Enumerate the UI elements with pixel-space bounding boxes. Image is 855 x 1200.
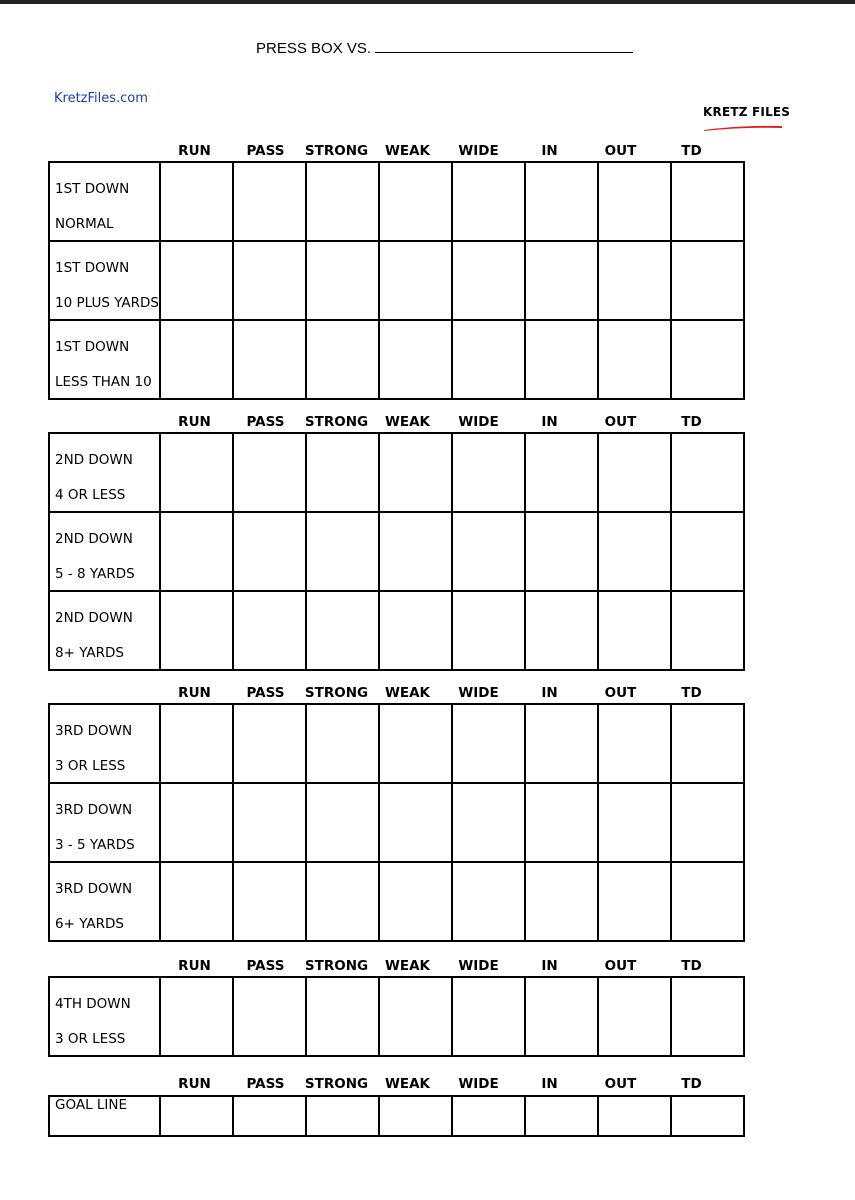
tally-cell[interactable] xyxy=(671,704,744,783)
tally-cell[interactable] xyxy=(233,783,306,862)
tally-cell[interactable] xyxy=(452,320,525,399)
page-title xyxy=(256,38,633,57)
column-header: WIDE xyxy=(458,143,499,159)
tally-cell[interactable] xyxy=(452,162,525,241)
column-header-row xyxy=(159,1076,729,1092)
table-row xyxy=(49,433,744,512)
tally-cell[interactable] xyxy=(671,433,744,512)
row-label xyxy=(49,241,160,320)
tally-cell[interactable] xyxy=(233,977,306,1056)
table-row xyxy=(49,320,744,399)
tally-cell[interactable] xyxy=(525,162,598,241)
tally-cell[interactable] xyxy=(525,977,598,1056)
tally-cell[interactable] xyxy=(598,783,671,862)
tally-cell[interactable] xyxy=(160,433,233,512)
table-row xyxy=(49,783,744,862)
row-label-line1: 2ND DOWN xyxy=(55,531,133,547)
column-header: WIDE xyxy=(458,414,499,430)
tally-cell[interactable] xyxy=(671,977,744,1056)
tally-cell[interactable] xyxy=(306,591,379,670)
tally-cell[interactable] xyxy=(379,433,452,512)
down-table-2nd xyxy=(48,432,745,671)
tally-cell[interactable] xyxy=(306,1096,379,1136)
tally-cell[interactable] xyxy=(160,704,233,783)
row-label xyxy=(49,512,160,591)
tally-cell[interactable] xyxy=(160,591,233,670)
top-border xyxy=(0,0,855,4)
column-header: STRONG xyxy=(304,958,369,974)
column-header: IN xyxy=(541,685,558,701)
column-header-row xyxy=(159,143,729,159)
tally-cell[interactable] xyxy=(598,241,671,320)
column-header: RUN xyxy=(178,143,211,159)
column-header: PASS xyxy=(246,1076,285,1092)
page-title-text: PRESS BOX VS. xyxy=(256,40,372,57)
column-header-row xyxy=(159,958,729,974)
row-label-line1: 3RD DOWN xyxy=(55,802,133,818)
table-row xyxy=(49,704,744,783)
column-header: TD xyxy=(681,958,702,974)
tally-cell[interactable] xyxy=(160,862,233,941)
column-header: IN xyxy=(541,414,558,430)
column-header: WEAK xyxy=(384,958,431,974)
tally-cell[interactable] xyxy=(598,320,671,399)
column-header: WIDE xyxy=(458,1076,499,1092)
row-label-line1: 1ST DOWN xyxy=(55,181,130,197)
tally-cell[interactable] xyxy=(379,704,452,783)
row-label-line2: 6+ YARDS xyxy=(55,916,124,932)
column-header-row xyxy=(159,414,729,430)
tally-cell[interactable] xyxy=(379,241,452,320)
down-table-goal-line xyxy=(48,1095,745,1137)
tally-cell[interactable] xyxy=(233,320,306,399)
column-header: OUT xyxy=(604,958,637,974)
table-row xyxy=(49,162,744,241)
tally-cell[interactable] xyxy=(160,783,233,862)
down-table-1st xyxy=(48,161,745,400)
tally-cell[interactable] xyxy=(306,320,379,399)
column-header: WEAK xyxy=(384,143,431,159)
row-label xyxy=(49,1096,160,1136)
column-header: TD xyxy=(681,685,702,701)
tally-cell[interactable] xyxy=(160,512,233,591)
tally-cell[interactable] xyxy=(525,862,598,941)
tally-cell[interactable] xyxy=(452,783,525,862)
column-header: WEAK xyxy=(384,1076,431,1092)
tally-cell[interactable] xyxy=(379,162,452,241)
column-header-row xyxy=(159,685,729,701)
tally-cell[interactable] xyxy=(598,862,671,941)
tally-cell[interactable] xyxy=(233,162,306,241)
row-label xyxy=(49,162,160,241)
row-label-line2: 5 - 8 YARDS xyxy=(55,566,135,582)
tally-cell[interactable] xyxy=(306,862,379,941)
tally-cell[interactable] xyxy=(233,433,306,512)
row-label-line2: 8+ YARDS xyxy=(55,645,124,661)
row-label-line1: 1ST DOWN xyxy=(55,339,130,355)
tally-cell[interactable] xyxy=(671,862,744,941)
website-link[interactable]: KretzFiles.com xyxy=(54,91,148,106)
tally-cell[interactable] xyxy=(452,1096,525,1136)
tally-cell[interactable] xyxy=(306,704,379,783)
row-label-line2: NORMAL xyxy=(55,216,114,232)
column-header: PASS xyxy=(246,958,285,974)
tally-cell[interactable] xyxy=(671,591,744,670)
opponent-blank-line[interactable] xyxy=(375,38,633,53)
tally-cell[interactable] xyxy=(671,512,744,591)
column-header: RUN xyxy=(178,685,211,701)
tally-cell[interactable] xyxy=(379,1096,452,1136)
tally-cell[interactable] xyxy=(233,1096,306,1136)
tally-cell[interactable] xyxy=(671,320,744,399)
column-header: TD xyxy=(681,414,702,430)
column-header: TD xyxy=(681,143,702,159)
tally-cell[interactable] xyxy=(233,704,306,783)
tally-cell[interactable] xyxy=(233,241,306,320)
tally-cell[interactable] xyxy=(525,591,598,670)
tally-cell[interactable] xyxy=(525,512,598,591)
tally-cell[interactable] xyxy=(598,433,671,512)
row-label-line1: 3RD DOWN xyxy=(55,881,133,897)
tally-cell[interactable] xyxy=(452,862,525,941)
tally-cell[interactable] xyxy=(452,433,525,512)
tally-cell[interactable] xyxy=(233,862,306,941)
table-row xyxy=(49,512,744,591)
tally-cell[interactable] xyxy=(160,1096,233,1136)
kretz-files-logo xyxy=(700,104,790,134)
row-label xyxy=(49,591,160,670)
tally-cell[interactable] xyxy=(379,591,452,670)
column-header: STRONG xyxy=(304,1076,369,1092)
row-label-line1: 4TH DOWN xyxy=(55,996,131,1012)
column-header: OUT xyxy=(604,143,637,159)
row-label-line2: LESS THAN 10 xyxy=(55,374,152,390)
tally-cell[interactable] xyxy=(598,977,671,1056)
row-label xyxy=(49,433,160,512)
row-label xyxy=(49,862,160,941)
tally-cell[interactable] xyxy=(452,591,525,670)
tally-cell[interactable] xyxy=(525,241,598,320)
tally-cell[interactable] xyxy=(452,977,525,1056)
tally-cell[interactable] xyxy=(452,241,525,320)
row-label xyxy=(49,783,160,862)
column-header: WEAK xyxy=(384,414,431,430)
row-label-line2: 3 - 5 YARDS xyxy=(55,837,135,853)
column-header: WIDE xyxy=(458,685,499,701)
column-header: STRONG xyxy=(304,414,369,430)
row-label-line2: 3 OR LESS xyxy=(55,1031,126,1047)
table-row xyxy=(49,591,744,670)
tally-cell[interactable] xyxy=(379,512,452,591)
column-header: WIDE xyxy=(458,958,499,974)
column-header: WEAK xyxy=(384,685,431,701)
tally-cell[interactable] xyxy=(160,241,233,320)
tally-cell[interactable] xyxy=(671,1096,744,1136)
table-row xyxy=(49,241,744,320)
row-label-line1: 3RD DOWN xyxy=(55,723,133,739)
tally-cell[interactable] xyxy=(598,512,671,591)
logo-swoosh-icon xyxy=(702,124,784,132)
row-label-line1: 2ND DOWN xyxy=(55,610,133,626)
tally-cell[interactable] xyxy=(306,512,379,591)
column-header: PASS xyxy=(246,414,285,430)
tally-cell[interactable] xyxy=(160,320,233,399)
tally-cell[interactable] xyxy=(452,512,525,591)
tally-cell[interactable] xyxy=(525,783,598,862)
tally-cell[interactable] xyxy=(598,1096,671,1136)
row-label-line1: 1ST DOWN xyxy=(55,260,130,276)
tally-cell[interactable] xyxy=(160,162,233,241)
tally-cell[interactable] xyxy=(306,977,379,1056)
tally-cell[interactable] xyxy=(671,162,744,241)
column-header: RUN xyxy=(178,1076,211,1092)
row-label-line1: 2ND DOWN xyxy=(55,452,133,468)
tally-cell[interactable] xyxy=(233,512,306,591)
tally-cell[interactable] xyxy=(233,591,306,670)
column-header: STRONG xyxy=(304,685,369,701)
row-label xyxy=(49,704,160,783)
column-header: PASS xyxy=(246,685,285,701)
tally-cell[interactable] xyxy=(379,977,452,1056)
tally-cell[interactable] xyxy=(306,433,379,512)
column-header: OUT xyxy=(604,685,637,701)
tally-cell[interactable] xyxy=(598,162,671,241)
row-label xyxy=(49,977,160,1056)
tally-cell[interactable] xyxy=(306,241,379,320)
tally-cell[interactable] xyxy=(379,862,452,941)
tally-cell[interactable] xyxy=(598,591,671,670)
column-header: IN xyxy=(541,1076,558,1092)
down-table-3rd xyxy=(48,703,745,942)
column-header: RUN xyxy=(178,414,211,430)
table-row xyxy=(49,977,744,1056)
tally-cell[interactable] xyxy=(525,704,598,783)
column-header: IN xyxy=(541,143,558,159)
row-label-line1: GOAL LINE xyxy=(55,1097,128,1113)
row-label-line2: 10 PLUS YARDS xyxy=(55,295,159,311)
tally-cell[interactable] xyxy=(671,241,744,320)
row-label xyxy=(49,320,160,399)
column-header: IN xyxy=(541,958,558,974)
down-table-4th xyxy=(48,976,745,1057)
tally-cell[interactable] xyxy=(598,704,671,783)
tally-cell[interactable] xyxy=(379,783,452,862)
tally-cell[interactable] xyxy=(525,320,598,399)
column-header: OUT xyxy=(604,1076,637,1092)
tally-cell[interactable] xyxy=(306,162,379,241)
column-header: PASS xyxy=(246,143,285,159)
column-header: RUN xyxy=(178,958,211,974)
column-header: STRONG xyxy=(304,143,369,159)
tally-cell[interactable] xyxy=(525,433,598,512)
column-header: OUT xyxy=(604,414,637,430)
row-label-line2: 4 OR LESS xyxy=(55,487,126,503)
table-row xyxy=(49,862,744,941)
tally-cell[interactable] xyxy=(452,704,525,783)
logo-text: KRETZ FILES xyxy=(703,105,791,119)
tally-cell[interactable] xyxy=(525,1096,598,1136)
tally-cell[interactable] xyxy=(671,783,744,862)
tally-cell[interactable] xyxy=(379,320,452,399)
row-label-line2: 3 OR LESS xyxy=(55,758,126,774)
table-row xyxy=(49,1096,744,1136)
tally-cell[interactable] xyxy=(160,977,233,1056)
column-header: TD xyxy=(681,1076,702,1092)
tally-cell[interactable] xyxy=(306,783,379,862)
